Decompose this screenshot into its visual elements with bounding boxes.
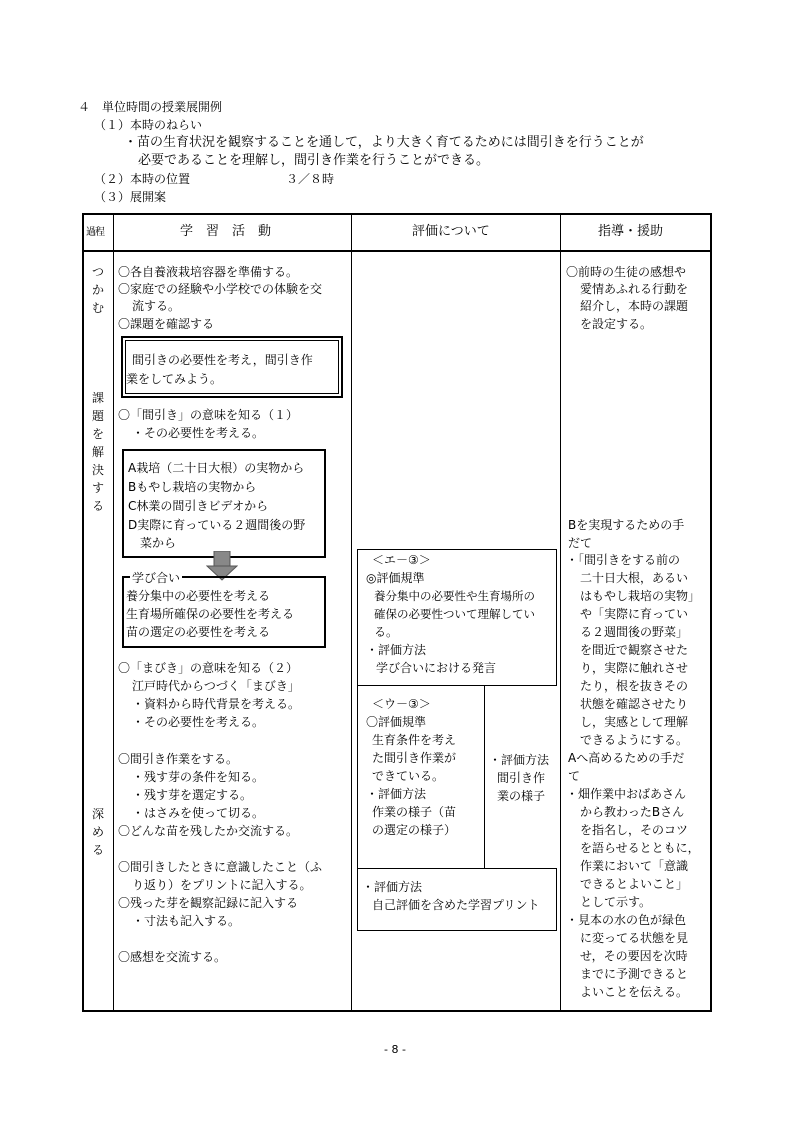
activity-6b: ・残す芽の条件を知る。 bbox=[132, 770, 265, 784]
guide-5c: を指名し，そのコツ bbox=[580, 823, 689, 837]
guide-1b: 愛情あふれる行動を bbox=[580, 282, 689, 296]
activity-2b: 流する。 bbox=[132, 299, 181, 313]
activity-6c: ・残す芽を選定する。 bbox=[132, 788, 253, 802]
activity-7: 〇どんな苗を残したか交流する。 bbox=[118, 824, 299, 838]
position-value: ３／８時 bbox=[286, 172, 335, 186]
manabi-2: 生育場所確保の必要性を考える bbox=[126, 607, 295, 621]
header-stage: 過程 bbox=[86, 227, 104, 238]
eval-e3-norm: ◎評価規準 bbox=[366, 571, 425, 585]
eval-u3-line-1: 生育条件を考え bbox=[372, 733, 457, 747]
activity-8b: り返り）をプリントに記入する。 bbox=[132, 878, 312, 892]
eval-e3-line-2: 確保の必要性ついて理解してい bbox=[374, 607, 535, 621]
guide-3d: や「実際に育ってい bbox=[580, 607, 689, 621]
eval-print-method: ・評価方法 bbox=[362, 880, 423, 894]
activity-5b: 江戸時代からつづく「まびき」 bbox=[132, 679, 300, 693]
task-line-1: 間引きの必要性を考え，間引き作 bbox=[132, 353, 313, 367]
guide-1d: を設定する。 bbox=[580, 317, 653, 331]
activity-5c: ・資料から時代背景を考える。 bbox=[132, 697, 301, 711]
guide-3k: できるようにする。 bbox=[580, 733, 689, 747]
header-guidance: 指導・援助 bbox=[598, 224, 664, 239]
task-line-2: 業をしてみよう。 bbox=[126, 372, 223, 386]
guide-1c: 紹介し，本時の課題 bbox=[580, 299, 689, 313]
guide-2b: だて bbox=[568, 536, 593, 550]
source-b: Bもやし栽培の実物から bbox=[128, 480, 257, 494]
source-c: C林業の間引きビデオから bbox=[128, 499, 269, 513]
eval-e3-method-value: 学び合いにおける発言 bbox=[376, 661, 497, 675]
aim-line-1: ・苗の生育状況を観察することを通して，より大きく育てるためには間引きを行うことが bbox=[124, 135, 644, 150]
guide-6b: に変ってる状態を見 bbox=[580, 931, 689, 945]
guide-3j: し，実感として理解 bbox=[580, 715, 689, 729]
eval-u3-norm: 〇評価規準 bbox=[366, 715, 427, 729]
guide-6e: よいことを伝える。 bbox=[580, 985, 689, 999]
guide-5g: として示す。 bbox=[580, 895, 652, 909]
eval-u3-title: ＜ウ－③＞ bbox=[372, 697, 431, 711]
eval-u3-method: ・評価方法 bbox=[366, 787, 427, 801]
guide-4b: て bbox=[568, 769, 581, 783]
activity-10: 〇感想を交流する。 bbox=[118, 950, 227, 964]
activity-8: 〇間引きしたときに意識したこと（ふ bbox=[118, 860, 323, 874]
guide-3g: り，実際に触れさせ bbox=[580, 661, 689, 675]
source-d: D実際に育っている２週間後の野 bbox=[128, 518, 306, 532]
source-d-cont: 菜から bbox=[140, 536, 177, 550]
activity-1: 〇各自養液栽培容器を準備する。 bbox=[118, 265, 299, 279]
section-heading: ４ 単位時間の授業展開例 bbox=[78, 100, 223, 114]
guide-3i: 状態を確認させたり bbox=[580, 697, 689, 711]
eval-u3-method-1: 作業の様子（苗 bbox=[372, 805, 457, 819]
guide-6: ・見本の水の色が緑色 bbox=[566, 913, 687, 927]
guide-6d: までに予測できると bbox=[580, 967, 689, 981]
guide-2: Bを実現するための手 bbox=[568, 518, 685, 532]
activity-6d: ・はさみを使って切る。 bbox=[132, 806, 265, 820]
manabi-label: 学び合い bbox=[132, 571, 181, 585]
activity-5: 〇「まびき」の意味を知る（２） bbox=[118, 661, 299, 675]
plan-label: （３）展開案 bbox=[94, 190, 167, 204]
activity-2: 〇家庭での経験や小学校での体験を交 bbox=[118, 282, 323, 296]
stage-kadai: 課 題 を 解 決 す る bbox=[91, 391, 104, 513]
position-label: （２）本時の位置 bbox=[94, 172, 191, 186]
activity-3: 〇課題を確認する bbox=[118, 317, 215, 331]
eval-e3-method: ・評価方法 bbox=[366, 643, 427, 657]
guide-5: ・畑作業中おばあさん bbox=[566, 787, 687, 801]
header-activity: 学 習 活 動 bbox=[180, 224, 272, 239]
eval-u3-line-3: できている。 bbox=[372, 769, 445, 783]
guide-5d: を語らせるとともに， bbox=[580, 841, 700, 855]
guide-3c: はもやし栽培の実物」 bbox=[580, 589, 701, 603]
manabi-3: 苗の選定の必要性を考える bbox=[126, 625, 271, 639]
aim-label: （１）本時のねらい bbox=[94, 118, 203, 132]
source-a: A栽培（二十日大根）の実物から bbox=[128, 461, 305, 475]
guide-1: 〇前時の生徒の感想や bbox=[566, 265, 687, 279]
guide-3b: 二十日大根，あるい bbox=[580, 571, 689, 585]
guide-3h: たり，根を抜きその bbox=[580, 679, 689, 693]
page-number: - 8 - bbox=[384, 1043, 406, 1056]
guide-5f: できるとよいこと」 bbox=[580, 877, 689, 891]
eval-u3-method-2: の選定の様子） bbox=[372, 823, 457, 837]
guide-3e: る２週間後の野菜」 bbox=[580, 625, 689, 639]
activity-9: 〇残った芽を観察記録に記入する bbox=[118, 896, 299, 910]
guide-5e: 作業において「意識 bbox=[580, 859, 689, 873]
stage-fukameru: 深 め る bbox=[91, 807, 104, 857]
activity-4: 〇「間引き」の意味を知る（１） bbox=[118, 408, 299, 422]
guide-4: Aへ高めるための手だ bbox=[568, 751, 685, 765]
eval-e3-title: ＜エ－③＞ bbox=[372, 553, 431, 567]
eval-e3-line-1: 養分集中の必要性や生育場所の bbox=[374, 589, 535, 603]
activity-5d: ・その必要性を考える。 bbox=[132, 715, 265, 729]
eval-side-1: 間引き作 bbox=[497, 771, 546, 785]
aim-line-2: 必要であることを理解し，間引き作業を行うことができる。 bbox=[138, 153, 490, 168]
guide-6c: せ，その要因を次時 bbox=[580, 949, 688, 963]
eval-side-2: 業の様子 bbox=[497, 789, 546, 803]
activity-9b: ・寸法も記入する。 bbox=[132, 914, 241, 928]
guide-3: ・「間引きをする前の bbox=[566, 553, 681, 567]
guide-3f: を間近で観察させた bbox=[580, 643, 689, 657]
manabi-1: 養分集中の必要性を考える bbox=[126, 589, 271, 603]
activity-4b: ・その必要性を考える。 bbox=[132, 426, 265, 440]
guide-5b: から教わったBさん bbox=[580, 805, 685, 819]
header-evaluation: 評価について bbox=[412, 224, 490, 239]
stage-tsukamu: つ か む bbox=[91, 265, 104, 315]
eval-u3-line-2: た間引き作業が bbox=[372, 751, 457, 765]
eval-print-value: 自己評価を含めた学習プリント bbox=[372, 898, 540, 912]
eval-side-method: ・評価方法 bbox=[489, 753, 550, 767]
activity-6: 〇間引き作業をする。 bbox=[118, 752, 239, 766]
eval-e3-line-3: る。 bbox=[374, 625, 399, 639]
